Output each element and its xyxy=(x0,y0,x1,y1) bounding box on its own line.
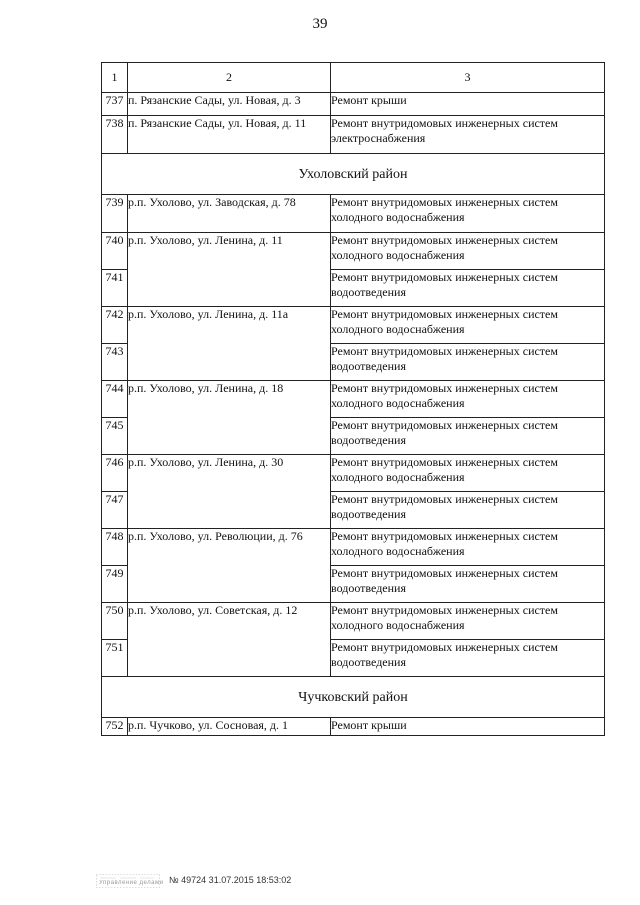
row-address: р.п. Чучково, ул. Сосновая, д. 1 xyxy=(128,718,331,736)
stamp-label: Управление делами xyxy=(99,880,163,886)
row-address: р.п. Ухолово, ул. Революции, д. 76 xyxy=(128,529,331,603)
row-number: 738 xyxy=(102,116,128,154)
row-address: р.п. Ухолово, ул. Ленина, д. 11 xyxy=(128,233,331,307)
table-row xyxy=(102,93,605,116)
district-name: Ухоловский район xyxy=(102,154,605,195)
row-address: р.п. Ухолово, ул. Ленина, д. 11а xyxy=(128,307,331,381)
header-col-1: 1 xyxy=(102,63,128,93)
row-address: р.п. Ухолово, ул. Заводская, д. 78 xyxy=(128,195,331,233)
row-number: 748 xyxy=(102,529,128,566)
row-number: 750 xyxy=(102,603,128,640)
row-work-type: Ремонт внутридомовых инженерных систем водоотведения xyxy=(331,344,605,381)
table-row xyxy=(102,529,605,566)
row-number: 746 xyxy=(102,455,128,492)
row-work-type: Ремонт внутридомовых инженерных систем водоотведения xyxy=(331,566,605,603)
page-number: 39 xyxy=(312,16,328,32)
row-number: 741 xyxy=(102,270,128,307)
table-row xyxy=(102,381,605,418)
district-row xyxy=(102,154,605,195)
row-work-type: Ремонт внутридомовых инженерных систем холодного водоснабжения xyxy=(331,195,605,233)
table-row xyxy=(102,195,605,233)
row-work-type: Ремонт крыши xyxy=(331,93,605,116)
row-work-type: Ремонт внутридомовых инженерных систем холодного водоснабжения xyxy=(331,603,605,640)
row-number: 749 xyxy=(102,566,128,603)
table-row xyxy=(102,455,605,492)
row-address: р.п. Ухолово, ул. Советская, д. 12 xyxy=(128,603,331,677)
row-number: 739 xyxy=(102,195,128,233)
district-name: Чучковский район xyxy=(102,677,605,718)
row-address: р.п. Ухолово, ул. Ленина, д. 30 xyxy=(128,455,331,529)
table-row xyxy=(102,116,605,154)
row-number: 737 xyxy=(102,93,128,116)
table-row xyxy=(102,718,605,736)
repair-table xyxy=(101,62,605,736)
table-row xyxy=(102,307,605,344)
row-number: 744 xyxy=(102,381,128,418)
row-work-type: Ремонт крыши xyxy=(331,718,605,736)
row-number: 743 xyxy=(102,344,128,381)
header-col-3: 3 xyxy=(331,63,605,93)
row-number: 742 xyxy=(102,307,128,344)
row-work-type: Ремонт внутридомовых инженерных систем холодного водоснабжения xyxy=(331,307,605,344)
row-work-type: Ремонт внутридомовых инженерных систем водоотведения xyxy=(331,418,605,455)
row-work-type: Ремонт внутридомовых инженерных систем водоотведения xyxy=(331,270,605,307)
row-address: п. Рязанские Сады, ул. Новая, д. 3 xyxy=(128,93,331,116)
row-number: 747 xyxy=(102,492,128,529)
row-work-type: Ремонт внутридомовых инженерных систем холодного водоснабжения xyxy=(331,233,605,270)
row-work-type: Ремонт внутридомовых инженерных систем холодного водоснабжения xyxy=(331,381,605,418)
table-row xyxy=(102,233,605,270)
table-header-row xyxy=(102,63,605,93)
row-work-type: Ремонт внутридомовых инженерных систем водоотведения xyxy=(331,492,605,529)
row-number: 740 xyxy=(102,233,128,270)
table-row xyxy=(102,603,605,640)
row-work-type: Ремонт внутридомовых инженерных систем водоотведения xyxy=(331,640,605,677)
row-address: р.п. Ухолово, ул. Ленина, д. 18 xyxy=(128,381,331,455)
header-col-2: 2 xyxy=(128,63,331,93)
row-number: 745 xyxy=(102,418,128,455)
row-number: 751 xyxy=(102,640,128,677)
row-work-type: Ремонт внутридомовых инженерных систем электроснабжения xyxy=(331,116,605,154)
district-row xyxy=(102,677,605,718)
row-work-type: Ремонт внутридомовых инженерных систем холодного водоснабжения xyxy=(331,529,605,566)
row-address: п. Рязанские Сады, ул. Новая, д. 11 xyxy=(128,116,331,154)
row-number: 752 xyxy=(102,718,128,736)
row-work-type: Ремонт внутридомовых инженерных систем холодного водоснабжения xyxy=(331,455,605,492)
document-id: № 49724 31.07.2015 18:53:02 xyxy=(169,875,292,885)
